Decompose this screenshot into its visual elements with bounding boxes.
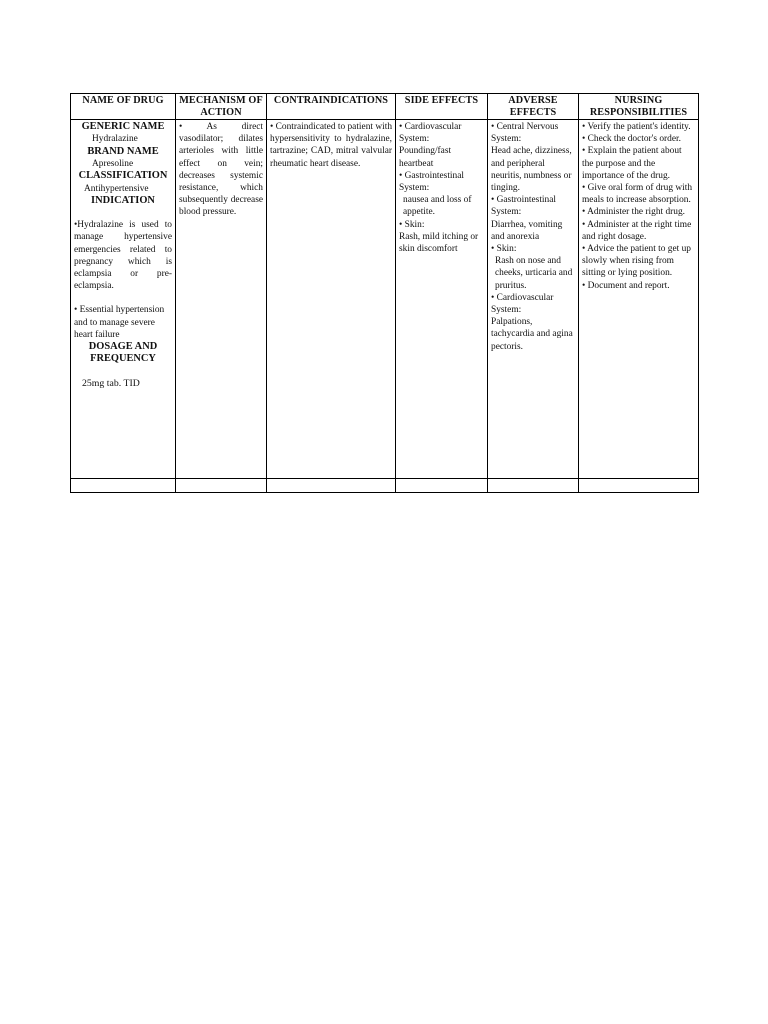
mechanism-text: • As direct vasodilator; dilates arterioles with little effect on vein; decreases systemic resistance, which subsequently decrease blood pressure. bbox=[179, 122, 263, 218]
nursing-item: • Give oral form of drug with meals to increase absorption. bbox=[582, 183, 693, 206]
header-name-of-drug: NAME OF DRUG bbox=[71, 94, 176, 120]
nursing-item: • Explain the patient about the purpose and the importance of the drug. bbox=[582, 146, 682, 181]
nursing-item: • Document and report. bbox=[582, 280, 670, 291]
drug-name-cell bbox=[71, 120, 176, 479]
empty-cell bbox=[176, 479, 267, 493]
nursing-item: • Administer at the right time and right dosage. bbox=[582, 219, 692, 242]
indication-text-1: •Hydralazine is used to manage hypertensive emergencies related to pregnancy which is eclampsia or pre-eclampsia. bbox=[74, 220, 172, 292]
drug-study-table bbox=[70, 93, 699, 493]
adverse-effect-line: • Central Nervous System: bbox=[491, 122, 559, 145]
classification-label: CLASSIFICATION bbox=[78, 170, 168, 182]
mechanism-cell bbox=[176, 120, 267, 479]
brand-name-value: Apresoline bbox=[92, 159, 134, 170]
adverse-effects-cell bbox=[488, 120, 579, 479]
empty-cell bbox=[396, 479, 488, 493]
header-row bbox=[71, 94, 699, 120]
drug-study-sheet bbox=[70, 93, 698, 493]
nursing-item: • Advice the patient to get up slowly when rising from sitting or lying position. bbox=[582, 244, 691, 279]
indication-label: INDICATION bbox=[91, 194, 155, 206]
adverse-effect-line: Diarrhea, vomiting and anorexia bbox=[491, 219, 563, 242]
adverse-effect-line: Palpations, tachycardia and agina pectoris. bbox=[491, 317, 573, 352]
header-side-effects: SIDE EFFECTS bbox=[396, 94, 488, 120]
generic-name-label: GENERIC NAME bbox=[81, 121, 165, 132]
nursing-item: • Verify the patient's identity. bbox=[582, 122, 691, 132]
adverse-effect-line: • Cardiovascular System: bbox=[491, 292, 554, 316]
brand-name-label: BRAND NAME bbox=[87, 145, 159, 157]
generic-name-value: Hydralazine bbox=[92, 134, 138, 145]
side-effect-line: Rash, mild itching or skin discomfort bbox=[399, 231, 479, 255]
header-mechanism: MECHANISM OF ACTION bbox=[176, 94, 267, 120]
header-contraindications: CONTRAINDICATIONS bbox=[267, 94, 396, 120]
adverse-effect-line: Head ache, dizziness, and peripheral neuritis, numbness or tinging. bbox=[491, 146, 572, 194]
table-row bbox=[71, 120, 699, 479]
dosage-label: DOSAGE AND FREQUENCY bbox=[88, 341, 158, 365]
empty-cell bbox=[488, 479, 579, 493]
side-effect-line: Pounding/fast heartbeat bbox=[399, 146, 452, 169]
side-effect-line: • Cardiovascular System: bbox=[399, 122, 462, 145]
nursing-cell bbox=[579, 120, 699, 479]
empty-table-row bbox=[71, 479, 699, 493]
side-effect-line: • Skin: bbox=[399, 219, 425, 230]
nursing-item: • Check the doctor's order. bbox=[582, 134, 681, 145]
nursing-item: • Administer the right drug. bbox=[582, 207, 686, 218]
empty-cell bbox=[267, 479, 396, 493]
empty-cell bbox=[579, 479, 699, 493]
header-nursing: NURSING RESPONSIBILITIES bbox=[579, 94, 699, 120]
dosage-value: 25mg tab. TID bbox=[82, 377, 140, 389]
empty-cell bbox=[71, 479, 176, 493]
side-effect-line: • Gastrointestinal System: bbox=[399, 170, 464, 194]
indication-text-2: • Essential hypertension and to manage severe heart failure bbox=[74, 305, 165, 340]
side-effects-cell bbox=[396, 120, 488, 479]
header-adverse-effects: ADVERSE EFFECTS bbox=[488, 94, 579, 120]
contraindications-cell bbox=[267, 120, 396, 479]
classification-value: Antihypertensive bbox=[84, 183, 149, 194]
adverse-effect-line: Rash on nose and cheeks, urticaria and pruritus. bbox=[495, 256, 573, 291]
adverse-effect-line: • Skin: bbox=[491, 244, 517, 255]
contraindications-text: • Contraindicated to patient with hypersensitivity to hydralazine, tartrazine; CAD, mitral valvular rheumatic heart disease. bbox=[270, 122, 393, 169]
side-effect-line: nausea and loss of appetite. bbox=[403, 195, 472, 218]
adverse-effect-line: • Gastrointestinal System: bbox=[491, 195, 556, 218]
